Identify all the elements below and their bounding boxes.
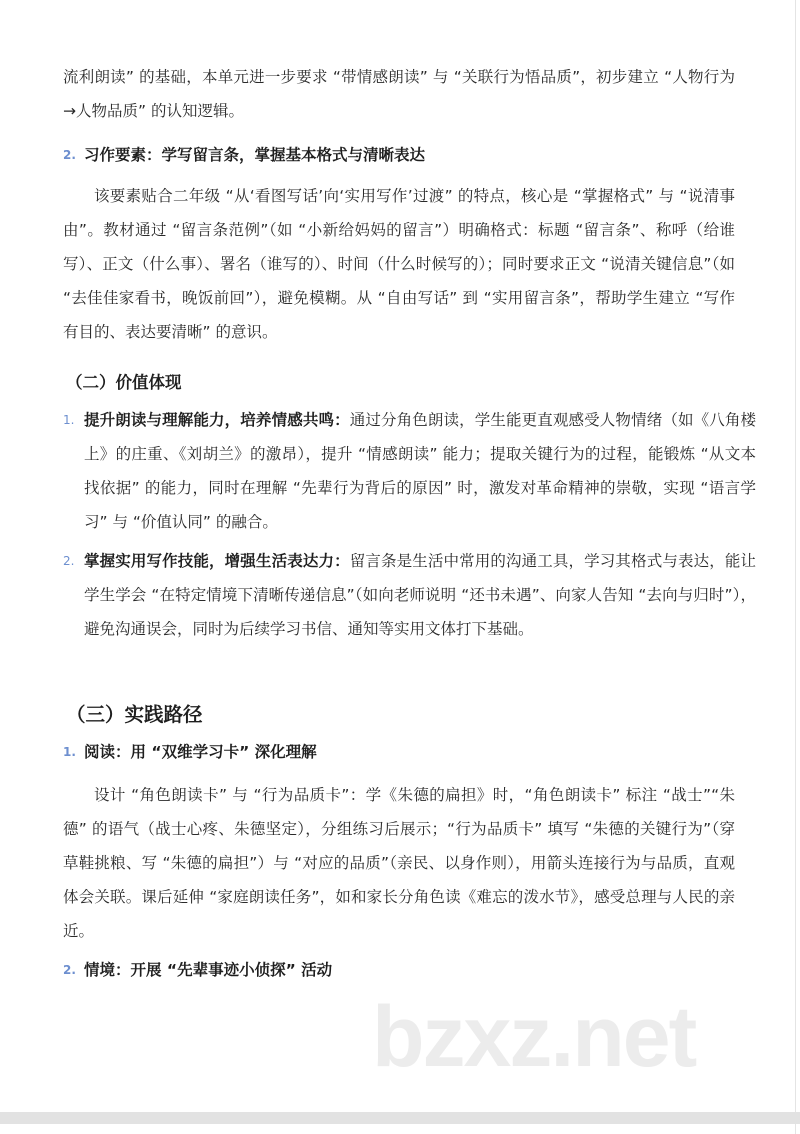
list-item-title: 情境：开展 “先辈事迹小侦探” 活动 — [84, 961, 333, 979]
list-item-value-2 — [63, 544, 756, 646]
list-item-value-1 — [63, 403, 756, 539]
list-number: 2. — [63, 554, 75, 568]
next-page — [0, 1124, 796, 1134]
section-heading-value: （二）价值体现 — [66, 373, 182, 392]
watermark: bzxz.net — [372, 989, 696, 1085]
list-number: 2. — [63, 963, 76, 977]
paragraph-intro: 流利朗读” 的基础，本单元进一步要求 “带情感朗读” 与 “关联行为悟品质”，初步建立 “人物行为→人物品质” 的认知逻辑。 — [63, 68, 735, 120]
list-item-title: 习作要素：学写留言条，掌握基本格式与清晰表达 — [84, 146, 426, 164]
list-item-text: 留言条是生活中常用的沟通工具，学习其格式与表达，能让学生学会 “在特定情境下清晰传递信息”（如向老师说明 “还书未遇”、向家人告知 “去向与归时”），避免沟通误会，同时为后续学习书信、通知等实用文体打下基础。 — [84, 552, 756, 638]
list-item-situation — [63, 953, 756, 987]
list-item-title: 掌握实用写作技能，增强生活表达力： — [84, 552, 350, 570]
list-item-title: 提升朗读与理解能力，培养情感共鸣： — [84, 411, 350, 429]
list-number: 1. — [63, 413, 75, 427]
paragraph-reading: 设计 “角色朗读卡” 与 “行为品质卡”：学《朱德的扁担》时，“角色朗读卡” 标注 “战士”“朱德” 的语气（战士心疼、朱德坚定），分组练习后展示；“行为品质卡” 填写 “朱德的关键行为”（穿草鞋挑粮、写 “朱德的扁担”）与 “对应的品质”（亲民、以身作则），用箭头连接行为与品质，直观体会关联。课后延伸 “家庭朗读任务”，如和家长分角色读《难忘的泼水节》，感受总理与人民的亲近。 — [63, 786, 735, 940]
section-heading-practice: （三）实践路径 — [66, 703, 203, 726]
list-item-reading — [63, 735, 756, 769]
paragraph-writing: 该要素贴合二年级 “从‘看图写话’向‘实用写作’过渡” 的特点，核心是 “掌握格式” 与 “说清事由”。教材通过 “留言条范例”（如 “小新给妈妈的留言”）明确格式：标题 “留言条”、称呼（给谁写）、正文（什么事）、署名（谁写的）、时间（什么时候写的）；同时要求正文 “说清关键信息”（如 “去佳佳家看书，晚饭前回”），避免模糊。从 “自由写话” 到 “实用留言条”，帮助学生建立 “写作有目的、表达要清晰” 的意识。 — [63, 187, 735, 341]
list-item-writing-element — [63, 138, 756, 172]
page-separator — [0, 1112, 800, 1124]
list-number: 2. — [63, 148, 76, 162]
list-item-text: 通过分角色朗读，学生能更直观感受人物情绪（如《八角楼上》的庄重、《刘胡兰》的激昂），提升 “情感朗读” 能力；提取关键行为的过程，能锻炼 “从文本找依据” 的能力，同时在理解 “先辈行为背后的原因” 时，激发对革命精神的崇敬，实现 “语言学习” 与 “价值认同” 的融合。 — [84, 411, 756, 531]
list-number: 1. — [63, 745, 76, 759]
list-item-title: 阅读：用 “双维学习卡” 深化理解 — [84, 743, 317, 761]
